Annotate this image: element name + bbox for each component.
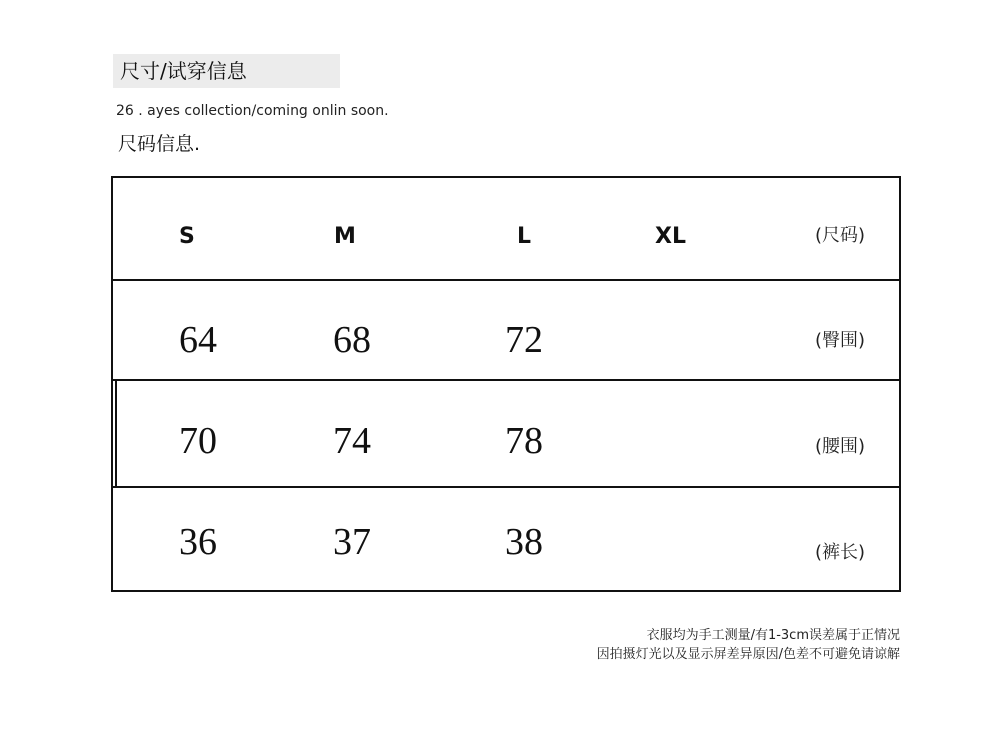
waist-value-s: 70 bbox=[179, 420, 217, 462]
page-title: 尺寸/试穿信息 bbox=[120, 59, 247, 83]
inner-left-edge bbox=[115, 381, 117, 486]
size-table bbox=[111, 176, 901, 592]
length-row-label: (裤长) bbox=[815, 542, 866, 563]
size-info-label: 尺码信息. bbox=[118, 133, 201, 155]
waist-value-l: 78 bbox=[505, 420, 543, 462]
length-value-l: 38 bbox=[505, 521, 543, 563]
hip-value-m: 68 bbox=[333, 319, 371, 361]
waist-row-label: (腰围) bbox=[815, 436, 866, 457]
hip-row-label: (臀围) bbox=[815, 330, 866, 351]
color-note: 因拍摄灯光以及显示屏差异原因/色差不可避免请谅解 bbox=[596, 647, 900, 662]
size-header-s: S bbox=[179, 224, 195, 249]
length-value-m: 37 bbox=[333, 521, 371, 563]
title-box bbox=[113, 54, 340, 88]
measurement-note: 衣服均为手工测量/有1-3cm误差属于正情况 bbox=[646, 628, 900, 643]
hip-value-l: 72 bbox=[505, 319, 543, 361]
table-header-row bbox=[113, 178, 899, 279]
waist-value-m: 74 bbox=[333, 420, 371, 462]
size-header-l: L bbox=[517, 224, 532, 249]
table-row-hip bbox=[113, 281, 899, 379]
size-header-m: M bbox=[334, 224, 356, 249]
size-header-label: (尺码) bbox=[815, 225, 866, 246]
length-value-s: 36 bbox=[179, 521, 217, 563]
collection-subtitle: 26 . ayes collection/coming onlin soon. bbox=[116, 103, 389, 119]
table-row-waist bbox=[113, 381, 899, 486]
hip-value-s: 64 bbox=[179, 319, 217, 361]
table-row-length bbox=[113, 488, 899, 590]
size-header-xl: XL bbox=[655, 224, 686, 249]
